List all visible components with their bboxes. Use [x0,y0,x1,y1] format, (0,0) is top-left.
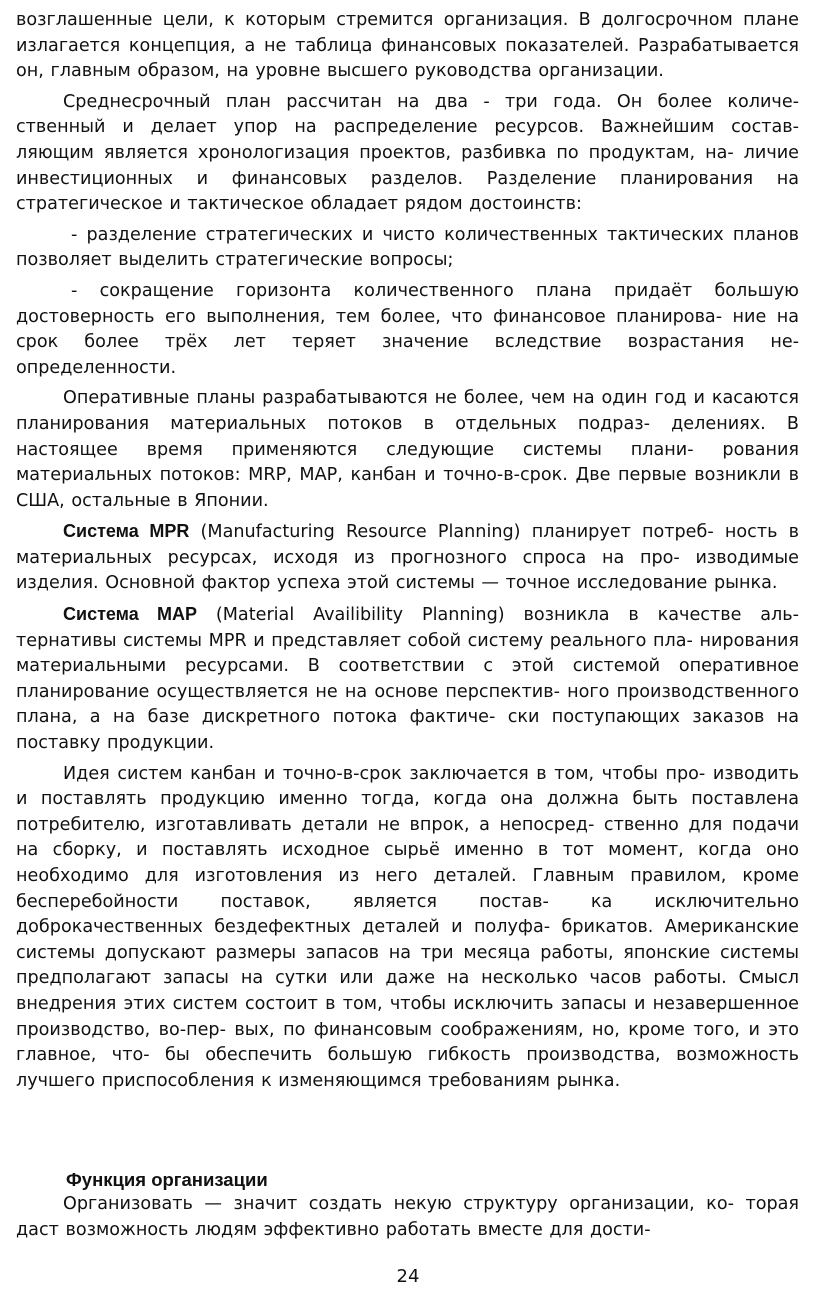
mpr-description: (Manufacturing Resource Planning) планирует потреб- ность в материальных ресурсах, исходя из прогнозного спроса на про- изводимые изделия. Основной фактор успеха этой системы — точное исследование рынка. [16,522,800,594]
term-mpr: Система MPR [63,521,190,542]
section-title: Функция организации [66,1169,268,1190]
list-item-strategic-separation: - разделение стратегических и чисто количественных тактических планов позволяет выделить стратегические вопросы; [16,224,799,271]
term-map: Система MAP [63,604,198,625]
map-description: (Material Availibility Planning) возникла в качестве аль- тернативы системы MPR и представляет собой систему реального пла- нирования материальными ресурсами. В соответствии с этой системой оперативное планирование осуществляется не на основе перспектив- ного производственного плана, а на базе дискретного потока фактиче- ски поступающих заказов на поставку продукции. [16,605,800,754]
list-item-horizon-reduction: - сокращение горизонта количественного плана придаёт большую достоверность его выполнения, тем более, что финансовое планирова- ние на срок более трёх лет теряет значение вследствие возрастания не- определенности. [16,280,799,378]
paragraph-map-system [16,602,799,757]
paragraph-mid-term-plan: Среднесрочный план рассчитан на два - три года. Он более количе- ственный и делает упор на распределение ресурсов. Важнейшим состав- ляющим является хронологизация проектов, разбивка по продуктам, на- личие инвестиционных и финансовых разделов. Разделение планирования на стратегическое и тактическое обладает рядом достоинств: [16,91,799,215]
paragraph-kanban: Идея систем канбан и точно-в-срок заключается в том, чтобы про- изводить и поставлять продукцию именно тогда, когда она должна быть поставлена потребителю, изготавливать детали не впрок, а непосред- ственно для подачи на сборку, и поставлять исходное сырьё именно в тот момент, когда оно необходимо для изготовления из него деталей. Главным правилом, кроме бесперебойности поставок, является постав- ка исключительно доброкачественных бездефектных деталей и полуфа- брикатов. Американские системы допускают размеры запасов на три месяца работы, японские системы предполагают запасы на сутки или даже на несколько часов работы. Смысл внедрения этих систем состоит в том, чтобы исключить запасы и незавершенное производство, во-пер- вых, по финансовым соображениям, но, кроме того, и это главное, что- бы обеспечить большую гибкость производства, возможность лучшего приспособления к изменяющимся требованиям рынка. [16,763,799,1091]
body-text [16,8,799,1094]
section-text [16,1192,799,1243]
page-number: 24 [396,1266,420,1287]
paragraph-long-term-plan: возглашенные цели, к которым стремится организация. В долгосрочном плане излагается концепция, а не таблица финансовых показателей. Разрабатывается он, главным образом, на уровне высшего руководства организации. [16,10,799,82]
paragraph-mpr-system [16,519,799,597]
paragraph-organization-function: Организовать — значит создать некую структуру организации, ко- торая даст возможность людям эффективно работать вместе для дости- [16,1194,799,1240]
paragraph-operational-plans: Оперативные планы разрабатываются не более, чем на один год и касаются планирования материальных потоков в отдельных подраз- делениях. В настоящее время применяются следующие системы плани- рования материальных потоков: MRP, MAP, канбан и точно-в-срок. Две первые возникли в США, остальные в Японии. [16,388,799,511]
